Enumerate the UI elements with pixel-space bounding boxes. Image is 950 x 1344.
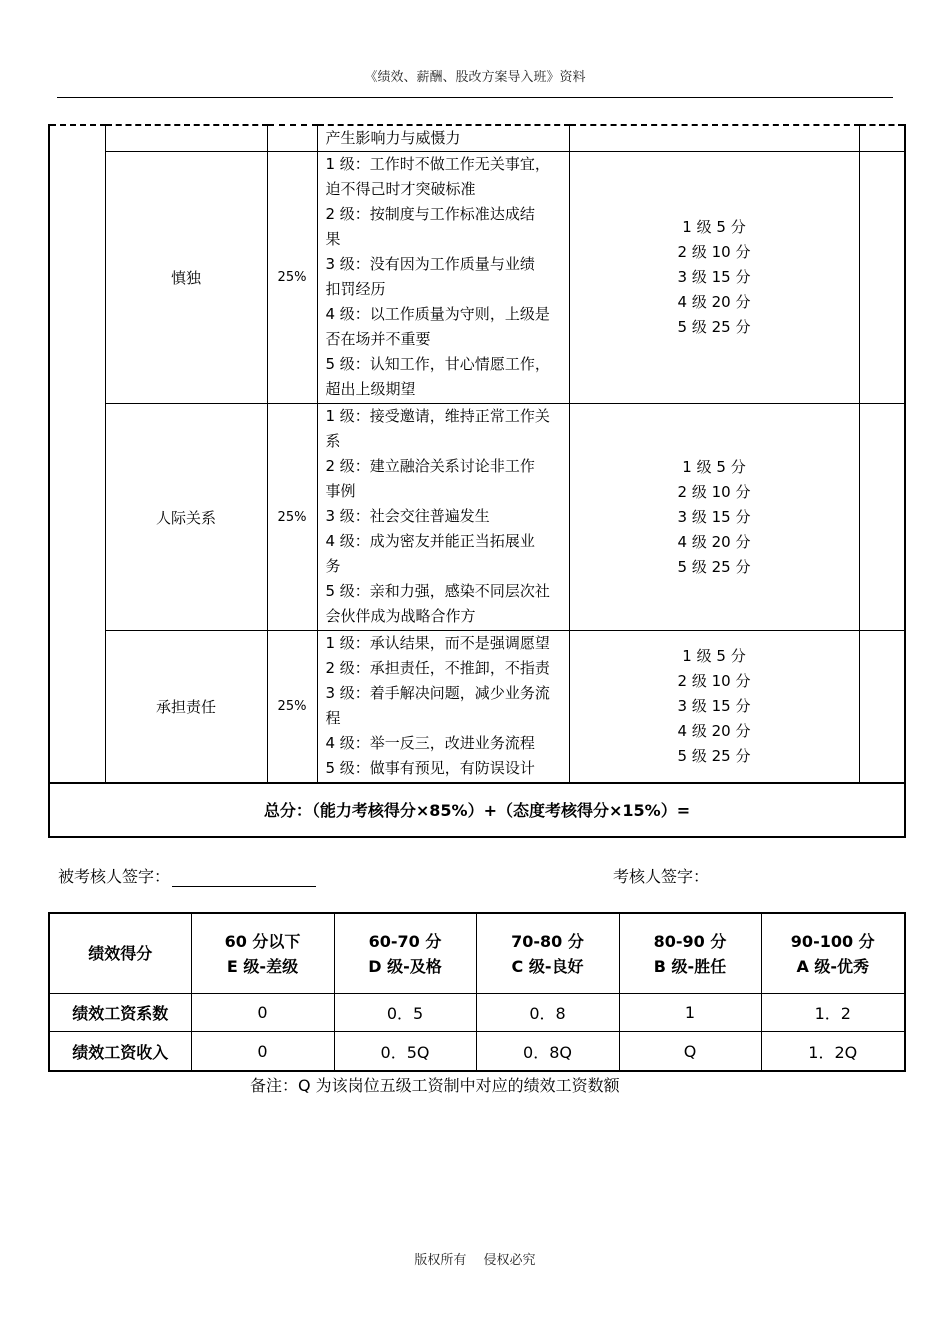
criteria-line: 务 [325, 557, 341, 575]
criteria-cell [317, 404, 569, 631]
grade-range: 60 分以下 [224, 931, 301, 951]
criteria-line: 2 级：承担责任，不推卸，不指责 [325, 659, 550, 677]
criteria-line: 1 级：接受邀请，维持正常工作关 [325, 407, 550, 425]
criteria-line: 4 级：以工作质量为守则，上级是 [325, 305, 550, 323]
document-header: 《绩效、薪酬、股改方案导入班》资料 [364, 70, 586, 85]
criteria-cell [317, 152, 569, 404]
criteria-line: 系 [325, 432, 341, 450]
table-cell: 0．8 [476, 994, 619, 1032]
criteria-cell [317, 631, 569, 783]
criteria-line: 2 级：按制度与工作标准达成结 [325, 205, 535, 223]
criteria-line: 3 级：社会交往普遍发生 [325, 507, 490, 525]
score-cell [569, 152, 859, 404]
document-footer: 版权所有 侵权必究 [414, 1253, 536, 1268]
item-weight: 25% [267, 404, 317, 631]
criteria-line: 超出上级期望 [325, 380, 416, 398]
criteria-line: 程 [325, 709, 341, 727]
assessee-signature-line[interactable] [172, 870, 316, 887]
score-cell [569, 631, 859, 783]
score-cell [569, 404, 859, 631]
criteria-line: 1 级：工作时不做工作无关事宜， [325, 155, 550, 173]
table-cell: 0 [191, 994, 334, 1032]
score-line: 4 级 20 分 [677, 293, 751, 311]
criteria-line: 3 级：没有因为工作质量与业绩 [325, 255, 535, 273]
assessee-signature [58, 864, 316, 887]
score-cell [569, 125, 859, 152]
grade-level: D 级-及格 [368, 956, 442, 976]
item-name: 人际关系 [105, 404, 267, 631]
score-line: 2 级 10 分 [677, 482, 751, 501]
score-line: 4 级 20 分 [677, 532, 751, 551]
grade-header [476, 913, 619, 994]
assessor-signature [613, 864, 709, 887]
grade-header [191, 913, 334, 994]
score-line: 1 级 5 分 [682, 646, 746, 665]
item-name: 慎独 [105, 152, 267, 404]
score-line: 5 级 25 分 [677, 318, 751, 336]
criteria-line: 否在场并不重要 [325, 330, 431, 348]
weight-cell [267, 125, 317, 152]
row-label: 绩效工资收入 [49, 1032, 191, 1072]
criteria-line: 5 级：认知工作，甘心情愿工作， [325, 355, 550, 373]
grade-header [619, 913, 761, 994]
score-line: 2 级 10 分 [677, 671, 751, 690]
criteria-line: 5 级：亲和力强，感染不同层次社 [325, 582, 550, 600]
grade-header [761, 913, 905, 994]
criteria-line: 事例 [325, 482, 356, 500]
category-cell [49, 125, 105, 783]
table-cell: 0 [191, 1032, 334, 1072]
row-label: 绩效工资系数 [49, 994, 191, 1032]
grade-header [334, 913, 476, 994]
assessment-row [49, 404, 905, 631]
assessment-table [48, 124, 906, 838]
income-row [49, 1032, 905, 1072]
score-line: 3 级 15 分 [677, 507, 751, 526]
score-line: 5 级 25 分 [677, 557, 751, 576]
carryover-row [49, 125, 905, 152]
score-line: 3 级 15 分 [677, 696, 751, 715]
grade-level: A 级-优秀 [796, 956, 870, 976]
result-cell [859, 125, 905, 152]
table-cell: 1．2Q [761, 1032, 905, 1072]
assessment-row [49, 152, 905, 404]
grade-level: B 级-胜任 [653, 956, 727, 976]
criteria-line: 果 [325, 230, 341, 248]
grade-range: 70-80 分 [511, 931, 584, 951]
grade-range: 90-100 分 [790, 931, 875, 951]
criteria-line: 会伙伴成为战略合作方 [325, 607, 476, 625]
table-cell: Q [619, 1032, 761, 1072]
grade-header-row [49, 913, 905, 994]
item-cell [105, 125, 267, 152]
footnote: 备注：Q 为该岗位五级工资制中对应的绩效工资数额 [250, 1076, 620, 1095]
score-line: 1 级 5 分 [682, 457, 746, 476]
item-name: 承担责任 [105, 631, 267, 783]
score-line: 3 级 15 分 [677, 268, 751, 286]
assessor-signature-label: 考核人签字： [613, 867, 710, 886]
criteria-line: 1 级：承认结果，而不是强调愿望 [325, 634, 550, 652]
total-formula: 总分：（能力考核得分×85%）+（态度考核得分×15%）= [49, 783, 905, 837]
total-row [49, 783, 905, 837]
criteria-line: 2 级：建立融洽关系讨论非工作 [325, 457, 535, 475]
result-cell [859, 404, 905, 631]
table-cell: 1．2 [761, 994, 905, 1032]
criteria-cell: 产生影响力与威慑力 [317, 125, 569, 152]
grade-level: C 级-良好 [511, 956, 584, 976]
performance-table [48, 912, 906, 1072]
grade-range: 60-70 分 [368, 931, 442, 951]
criteria-line: 迫不得己时才突破标准 [325, 180, 476, 198]
criteria-line: 3 级：着手解决问题，减少业务流 [325, 684, 550, 702]
table-cell: 0．5Q [334, 1032, 476, 1072]
assessment-row [49, 631, 905, 783]
assessee-signature-label: 被考核人签字： [58, 867, 171, 886]
score-line: 4 级 20 分 [677, 721, 751, 740]
criteria-line: 扣罚经历 [325, 280, 386, 298]
result-cell [859, 631, 905, 783]
score-line: 5 级 25 分 [677, 746, 751, 765]
table-cell: 0．8Q [476, 1032, 619, 1072]
grade-level: E 级-差级 [226, 956, 299, 976]
criteria-line: 5 级：做事有预见，有防误设计 [325, 759, 535, 777]
table-cell: 1 [619, 994, 761, 1032]
coefficient-row [49, 994, 905, 1032]
item-weight: 25% [267, 152, 317, 404]
grade-range: 80-90 分 [653, 931, 727, 951]
result-cell [859, 152, 905, 404]
score-line: 2 级 10 分 [677, 243, 751, 261]
criteria-line: 4 级：成为密友并能正当拓展业 [325, 532, 535, 550]
score-line: 1 级 5 分 [682, 218, 746, 236]
header-divider [57, 97, 893, 98]
criteria-line: 4 级：举一反三，改进业务流程 [325, 734, 535, 752]
performance-score-header: 绩效得分 [49, 913, 191, 994]
table-cell: 0．5 [334, 994, 476, 1032]
item-weight: 25% [267, 631, 317, 783]
